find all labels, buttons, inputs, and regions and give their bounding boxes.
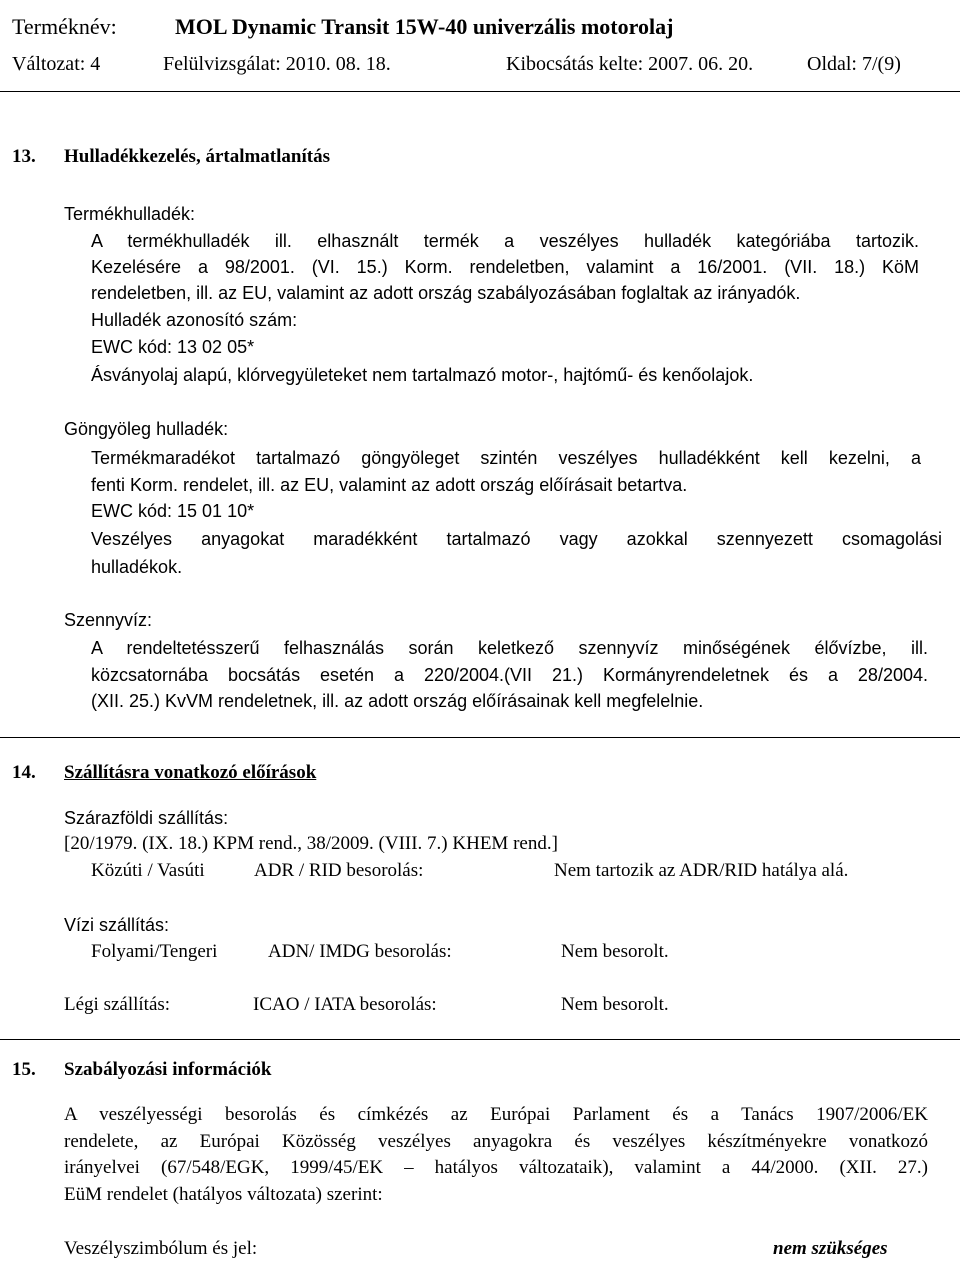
ewc-code-1-description: Ásványolaj alapú, klórvegyületeket nem tartalmazó motor-, hajtómű- és kenőolajok. <box>91 365 754 385</box>
product-waste-label: Termékhulladék: <box>64 204 196 224</box>
water-transport-mode: Folyami/Tengeri <box>91 941 218 962</box>
adr-rid-classification-label: ADR / RID besorolás: <box>254 860 424 881</box>
section-15-number: 15. <box>12 1059 36 1080</box>
wastewater-label: Szennyvíz: <box>64 610 153 630</box>
air-transport-label: Légi szállítás: <box>64 994 171 1015</box>
ewc-code-1: EWC kód: 13 02 05* <box>91 337 255 357</box>
adr-rid-classification-value: Nem tartozik az ADR/RID hatálya alá. <box>554 860 849 881</box>
land-transport-mode: Közúti / Vasúti <box>91 860 205 881</box>
section-14-number: 14. <box>12 762 36 783</box>
land-transport-label: Szárazföldi szállítás: <box>64 808 229 828</box>
regulation-line: irányelvei (67/548/EGK, 1999/45/EK – hatályos változataik), valamint a 44/2000. (XII. 27.) <box>64 1157 928 1178</box>
header-divider <box>0 91 960 92</box>
wastewater-line: A rendeltetésszerű felhasználás során keletkező szennyvíz minőségének élővízbe, ill. <box>91 638 928 658</box>
hazard-symbol-value: nem szükséges <box>773 1238 888 1259</box>
waste-id-label: Hulladék azonosító szám: <box>91 310 298 330</box>
icao-iata-classification-label: ICAO / IATA besorolás: <box>253 994 437 1015</box>
review-date: Felülvizsgálat: 2010. 08. 18. <box>163 53 391 75</box>
product-label: Terméknév: <box>12 14 117 39</box>
packaging-waste-label: Göngyöleg hulladék: <box>64 419 229 439</box>
wastewater-line: (XII. 25.) KvVM rendeletnek, ill. az adott ország előírásainak kell megfelelnie. <box>91 691 704 711</box>
regulation-line: EüM rendelet (hatályos változata) szerint: <box>64 1184 383 1205</box>
hazard-symbol-label: Veszélyszimbólum és jel: <box>64 1238 258 1259</box>
ewc-code-2-description: hulladékok. <box>91 557 183 577</box>
issue-date: Kibocsátás kelte: 2007. 06. 20. <box>506 53 754 75</box>
section-13-title: Hulladékkezelés, ártalmatlanítás <box>64 146 330 167</box>
section-13-divider <box>0 737 960 738</box>
water-transport-label: Vízi szállítás: <box>64 915 170 935</box>
regulation-line: rendelete, az Európai Közösség veszélyes anyagokra és veszélyes készítményekre vonatkozó <box>64 1131 928 1152</box>
ewc-code-2: EWC kód: 15 01 10* <box>91 501 255 521</box>
packaging-waste-line: fenti Korm. rendelet, ill. az EU, valamint az adott ország előírásait betartva. <box>91 475 688 495</box>
product-waste-line: Kezelésére a 98/2001. (VI. 15.) Korm. rendeletben, valamint a 16/2001. (VII. 18.) KöM <box>91 257 919 277</box>
section-14-divider <box>0 1039 960 1040</box>
version: Változat: 4 <box>12 53 101 75</box>
ewc-code-2-description: Veszélyes anyagokat maradékként tartalmazó vagy azokkal szennyezett csomagolási <box>91 529 942 549</box>
product-waste-line: rendeletben, ill. az EU, valamint az adott ország szabályozásában foglaltak az irányadók. <box>91 283 801 303</box>
product-name: MOL Dynamic Transit 15W-40 univerzális motorolaj <box>175 14 674 39</box>
section-13-number: 13. <box>12 146 36 167</box>
section-14-title: Szállításra vonatkozó előírások <box>64 762 317 783</box>
regulation-line: A veszélyességi besorolás és címkézés az Európai Parlament és a Tanács 1907/2006/EK <box>64 1104 928 1125</box>
packaging-waste-line: Termékmaradékot tartalmazó göngyöleget szintén veszélyes hulladékként kell kezelni, a <box>91 448 921 468</box>
adn-imdg-classification-label: ADN/ IMDG besorolás: <box>268 941 452 962</box>
icao-iata-classification-value: Nem besorolt. <box>561 994 669 1015</box>
page-number: Oldal: 7/(9) <box>807 53 901 75</box>
section-15-title: Szabályozási információk <box>64 1059 272 1080</box>
wastewater-line: közcsatornába bocsátás esetén a 220/2004.(VII 21.) Kormányrendeletnek és a 28/2004. <box>91 665 928 685</box>
land-transport-regulation: [20/1979. (IX. 18.) KPM rend., 38/2009. (VIII. 7.) KHEM rend.] <box>64 833 558 854</box>
product-waste-line: A termékhulladék ill. elhasznált termék a veszélyes hulladék kategóriába tartozik. <box>91 231 919 251</box>
adn-imdg-classification-value: Nem besorolt. <box>561 941 669 962</box>
